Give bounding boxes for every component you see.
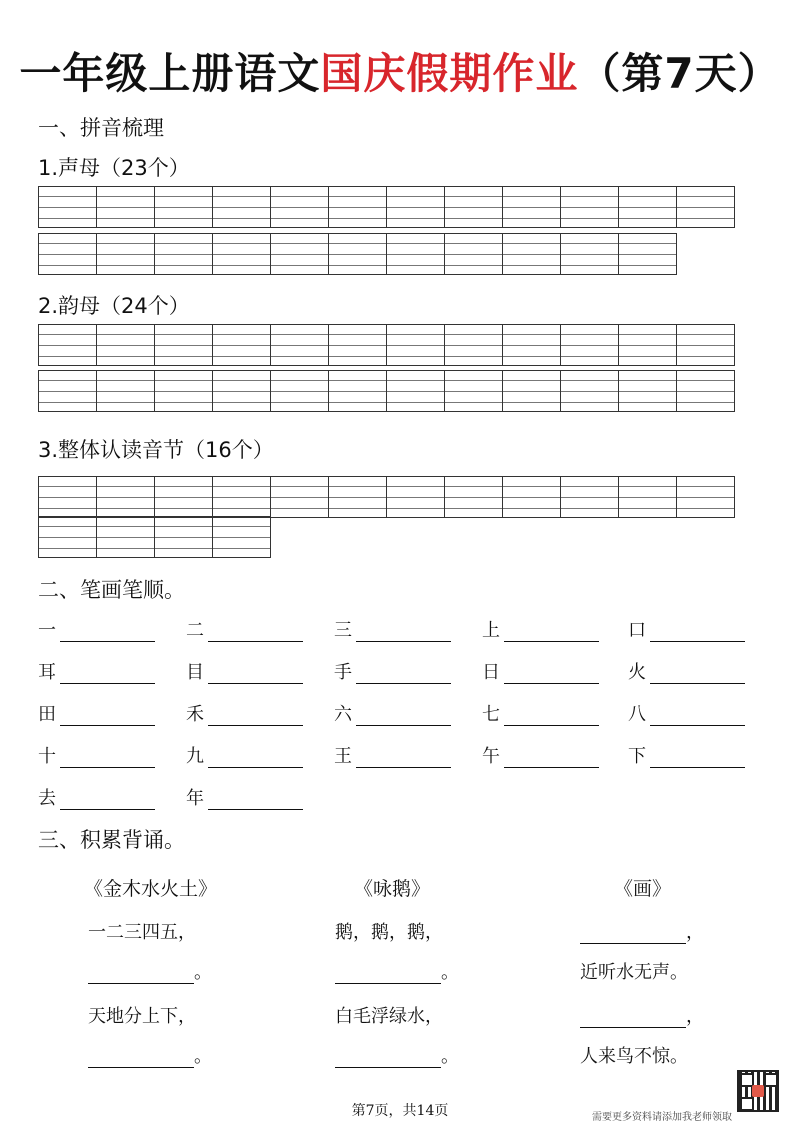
stroke-item[interactable]: 禾: [186, 704, 303, 726]
section2-heading: 二、笔画笔顺。: [38, 578, 185, 602]
stroke-blank[interactable]: [504, 705, 599, 726]
pinyin-grid-syllables-row1[interactable]: [38, 476, 735, 518]
stroke-item[interactable]: 耳: [38, 662, 155, 684]
stroke-item[interactable]: 下: [628, 746, 745, 768]
poem-line: 鹅，鹅，鹅，: [335, 922, 443, 943]
page-title: 一年级上册语文国庆假期作业（第7天）: [19, 49, 781, 98]
poem-blank-line: ，: [580, 918, 704, 944]
initials-label: 1.声母（23个）: [38, 156, 190, 180]
stroke-blank[interactable]: [504, 663, 599, 684]
stroke-item[interactable]: 目: [186, 662, 303, 684]
stroke-blank[interactable]: [208, 747, 303, 768]
footer-note: 需要更多资料请添加我老师领取: [592, 1112, 732, 1123]
poem-blank-line: 。: [335, 958, 459, 984]
stroke-item[interactable]: 九: [186, 746, 303, 768]
poem-blank[interactable]: [335, 963, 441, 984]
pinyin-grid-syllables-row2[interactable]: [38, 516, 271, 558]
poem-blank-line: 。: [88, 1042, 212, 1068]
qr-code-icon: [737, 1070, 779, 1112]
stroke-blank[interactable]: [504, 747, 599, 768]
stroke-item[interactable]: 三: [334, 620, 451, 642]
poem-blank[interactable]: [88, 963, 194, 984]
stroke-blank[interactable]: [356, 747, 451, 768]
pinyin-grid-finals-row2[interactable]: [38, 370, 735, 412]
stroke-item[interactable]: 王: [334, 746, 451, 768]
pinyin-grid-initials-row2[interactable]: [38, 233, 677, 275]
stroke-blank[interactable]: [60, 705, 155, 726]
stroke-item[interactable]: 手: [334, 662, 451, 684]
stroke-blank[interactable]: [650, 747, 745, 768]
poem-line: 近听水无声。: [580, 962, 688, 983]
section3-heading: 三、积累背诵。: [38, 828, 185, 852]
finals-label: 2.韵母（24个）: [38, 294, 190, 318]
poem-blank[interactable]: [335, 1047, 441, 1068]
poem-line: 一二三四五，: [88, 922, 196, 943]
stroke-item[interactable]: 八: [628, 704, 745, 726]
stroke-item[interactable]: 上: [482, 620, 599, 642]
poem-blank-line: ，: [580, 1002, 704, 1028]
stroke-item[interactable]: 十: [38, 746, 155, 768]
stroke-blank[interactable]: [650, 705, 745, 726]
poem-blank[interactable]: [88, 1047, 194, 1068]
stroke-item[interactable]: 年: [186, 788, 303, 810]
stroke-item[interactable]: 六: [334, 704, 451, 726]
syllables-label: 3.整体认读音节（16个）: [38, 438, 274, 462]
page-number: 第7页，共14页: [351, 1103, 449, 1119]
poem-line: 白毛浮绿水，: [335, 1006, 443, 1027]
poem-blank[interactable]: [580, 923, 686, 944]
poem-line: 人来鸟不惊。: [580, 1046, 688, 1067]
stroke-blank[interactable]: [60, 621, 155, 642]
pinyin-grid-initials-row1[interactable]: [38, 186, 735, 228]
poem-title: 《咏鹅》: [354, 878, 431, 900]
poem-title: 《画》: [614, 878, 672, 900]
stroke-blank[interactable]: [356, 621, 451, 642]
stroke-item[interactable]: 去: [38, 788, 155, 810]
stroke-blank[interactable]: [60, 747, 155, 768]
stroke-blank[interactable]: [208, 663, 303, 684]
stroke-item[interactable]: 午: [482, 746, 599, 768]
stroke-item[interactable]: 一: [38, 620, 155, 642]
stroke-blank[interactable]: [356, 705, 451, 726]
poem-blank-line: 。: [88, 958, 212, 984]
stroke-blank[interactable]: [650, 621, 745, 642]
stroke-item[interactable]: 火: [628, 662, 745, 684]
poem-blank-line: 。: [335, 1042, 459, 1068]
stroke-item[interactable]: 田: [38, 704, 155, 726]
stroke-blank[interactable]: [208, 621, 303, 642]
pinyin-grid-finals-row1[interactable]: [38, 324, 735, 366]
stroke-blank[interactable]: [650, 663, 745, 684]
stroke-item[interactable]: 日: [482, 662, 599, 684]
poem-title: 《金木水火土》: [84, 878, 218, 900]
stroke-item[interactable]: 七: [482, 704, 599, 726]
stroke-blank[interactable]: [60, 663, 155, 684]
poem-line: 天地分上下，: [88, 1006, 196, 1027]
stroke-blank[interactable]: [356, 663, 451, 684]
stroke-item[interactable]: 口: [628, 620, 745, 642]
stroke-blank[interactable]: [60, 789, 155, 810]
section1-heading: 一、拼音梳理: [38, 116, 164, 140]
stroke-item[interactable]: 二: [186, 620, 303, 642]
stroke-blank[interactable]: [504, 621, 599, 642]
poem-blank[interactable]: [580, 1007, 686, 1028]
stroke-blank[interactable]: [208, 705, 303, 726]
stroke-blank[interactable]: [208, 789, 303, 810]
